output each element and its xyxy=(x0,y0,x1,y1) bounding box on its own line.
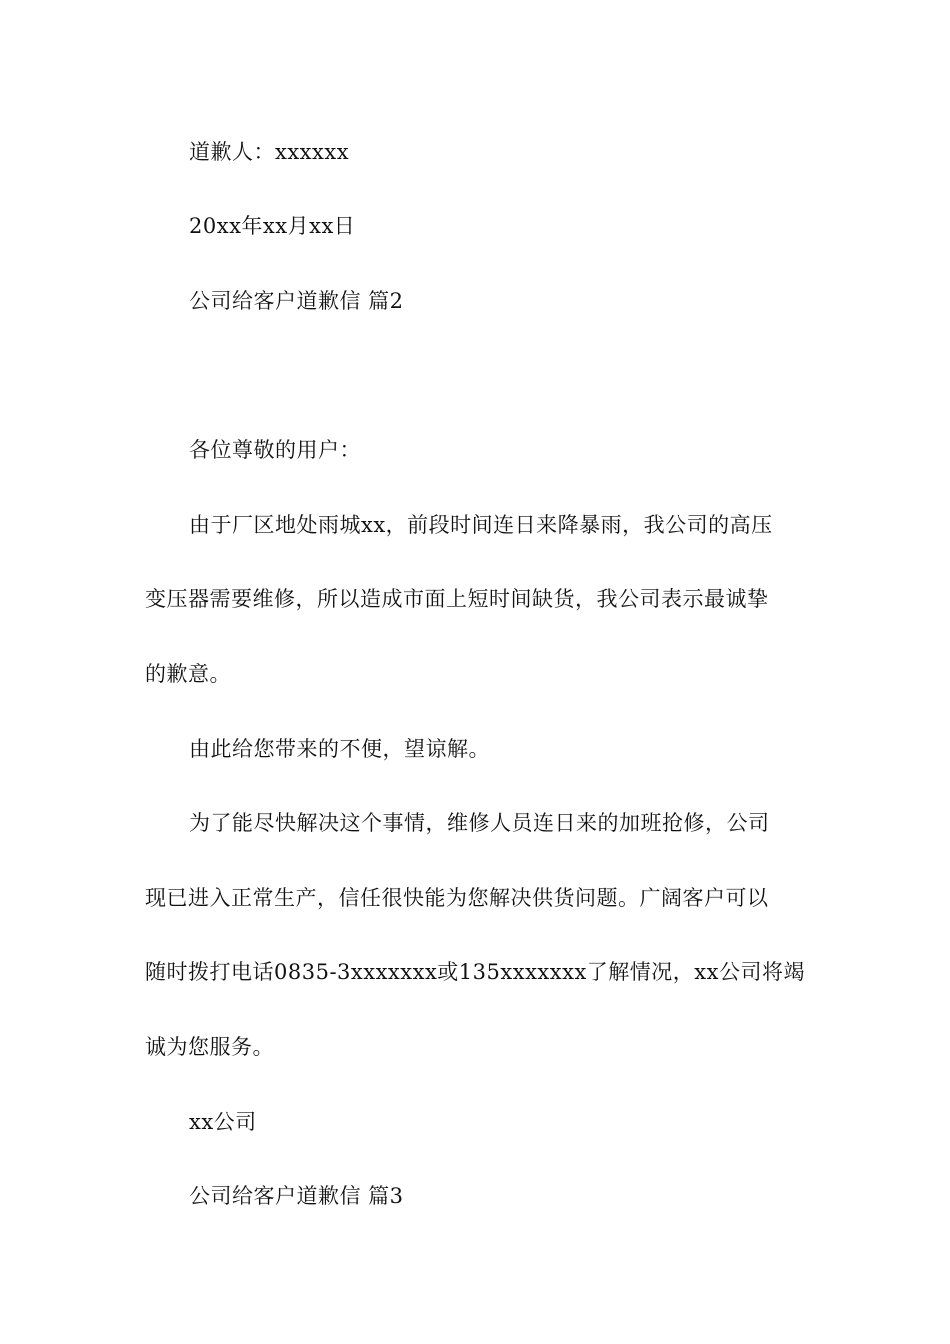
company-signature: xx公司 xyxy=(189,1110,257,1134)
section-heading-3: 公司给客户道歉信 篇3 xyxy=(189,1184,404,1208)
paragraph-3-line-4: 诚为您服务。 xyxy=(145,1035,274,1059)
apologizer-line: 道歉人：xxxxxx xyxy=(189,140,350,164)
paragraph-3-line-2: 现已进入正常生产，信任很快能为您解决供货问题。广阔客户可以 xyxy=(145,886,769,910)
section-heading-2: 公司给客户道歉信 篇2 xyxy=(189,289,404,313)
salutation: 各位尊敬的用户： xyxy=(189,438,361,462)
paragraph-1-line-2: 变压器需要维修，所以造成市面上短时间缺货，我公司表示最诚挚 xyxy=(145,587,769,611)
date-line: 20xx年xx月xx日 xyxy=(189,214,356,238)
paragraph-3-line-1: 为了能尽快解决这个事情，维修人员连日来的加班抢修，公司 xyxy=(189,811,770,835)
paragraph-3-line-3: 随时拨打电话0835-3xxxxxxx或135xxxxxxx了解情况，xx公司将竭 xyxy=(145,960,805,984)
paragraph-2: 由此给您带来的不便，望谅解。 xyxy=(189,737,490,761)
paragraph-1-line-3: 的歉意。 xyxy=(145,662,231,686)
paragraph-1-line-1: 由于厂区地处雨城xx，前段时间连日来降暴雨，我公司的高压 xyxy=(189,513,773,537)
